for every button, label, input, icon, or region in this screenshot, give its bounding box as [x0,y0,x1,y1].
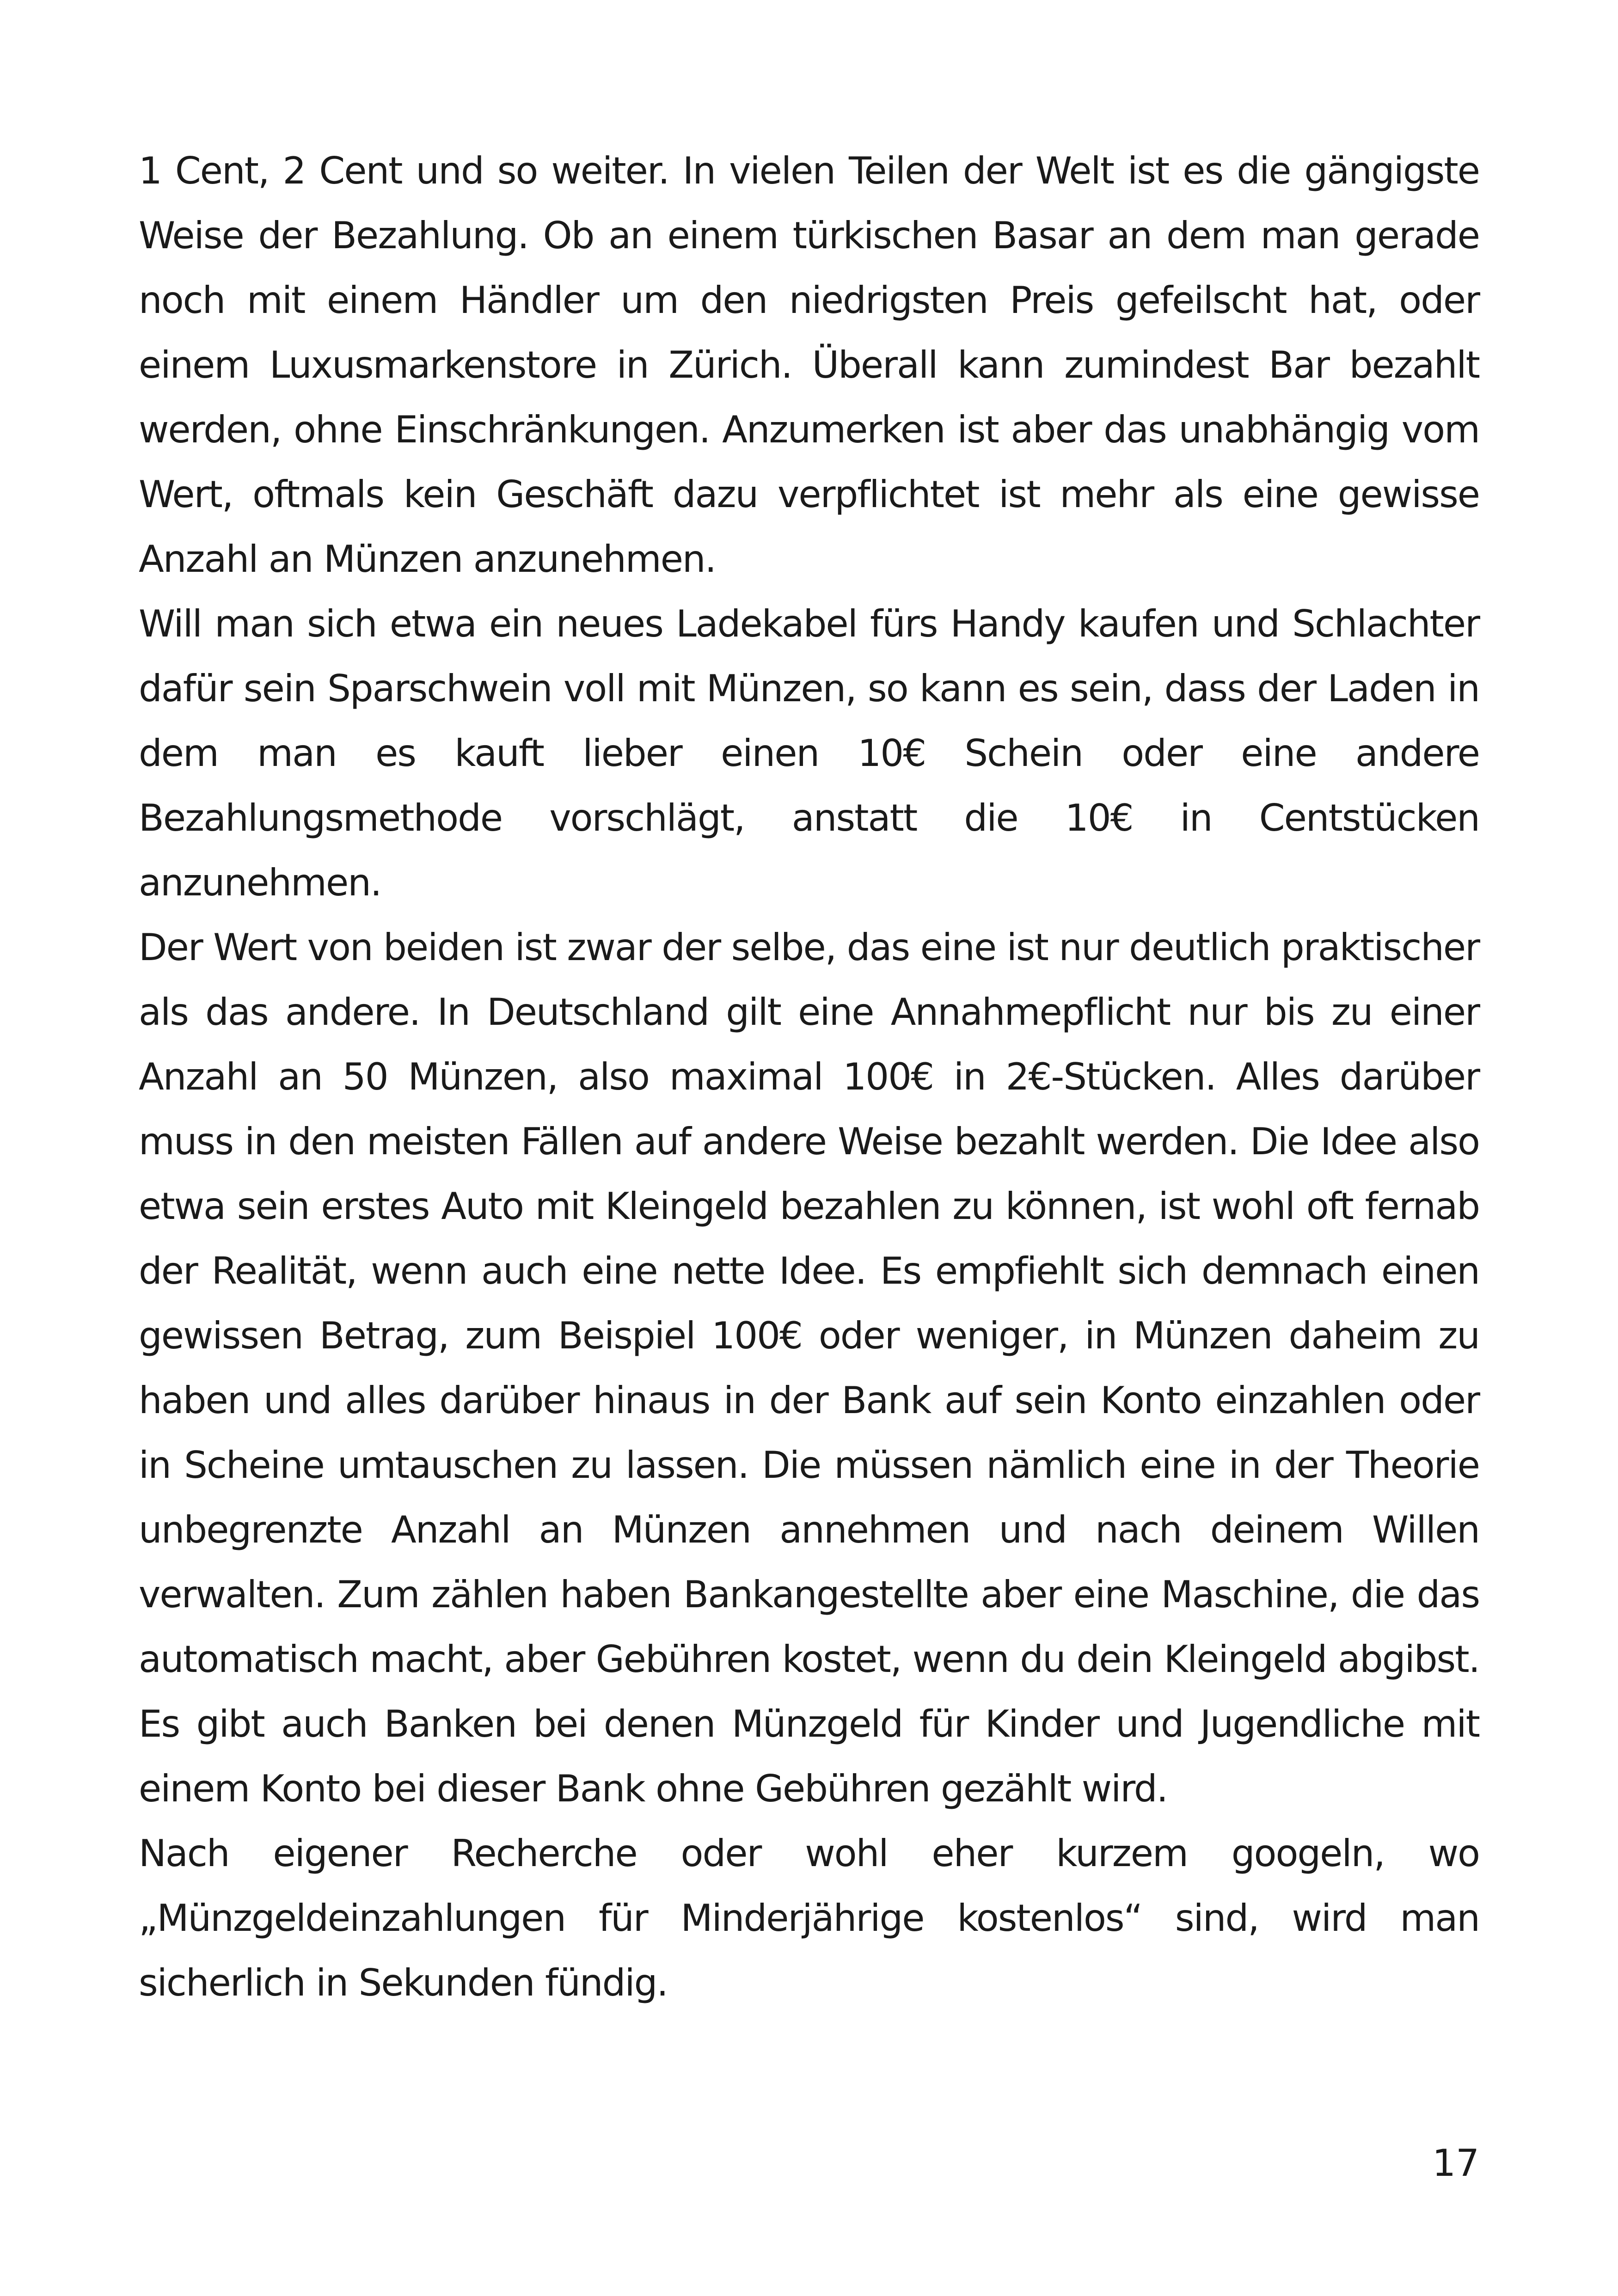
paragraph-4: Nach eigener Recherche oder wohl eher kurzem googeln, wo „Münzgeldeinzahlungen für Minderjährige kostenlos“ sind, wird man sicherlich in Sekunden fündig. [139,1832,1479,2004]
body-text [139,139,1479,2015]
paragraph-1: 1 Cent, 2 Cent und so weiter. In vielen Teilen der Welt ist es die gängigste Weise der Bezahlung. Ob an einem türkischen Basar an dem man gerade noch mit einem Händler um den niedrigsten Preis gefeilscht hat, oder einem Luxusmarkenstore in Zürich. Überall kann zumindest Bar bezahlt werden, ohne Einschränkungen. Anzumerken ist aber das unabhängig vom Wert, oftmals kein Geschäft dazu verpflichtet ist mehr als eine gewisse Anzahl an Münzen anzunehmen. [139,149,1479,581]
paragraph-3: Der Wert von beiden ist zwar der selbe, das eine ist nur deutlich praktischer als das andere. In Deutschland gilt eine Annahmepflicht nur bis zu einer Anzahl an 50 Münzen, also maximal 100€ in 2€-Stücken. Alles darüber muss in den meisten Fällen auf andere Weise bezahlt werden. Die Idee also etwa sein erstes Auto mit Kleingeld bezahlen zu können, ist wohl oft fernab der Realität, wenn auch eine nette Idee. Es empfiehlt sich demnach einen gewissen Betrag, zum Beispiel 100€ oder weniger, in Münzen daheim zu haben und alles darüber hinaus in der Bank auf sein Konto einzahlen oder in Scheine umtauschen zu lassen. Die müssen nämlich eine in der Theorie unbegrenzte Anzahl an Münzen annehmen und nach deinem Willen verwalten. Zum zählen haben Bankangestellte aber eine Maschine, die das automatisch macht, aber Gebühren kostet, wenn du dein Kleingeld abgibst. Es gibt auch Banken bei denen Münzgeld für Kinder und Jugendliche mit einem Konto bei dieser Bank ohne Gebühren gezählt wird. [139,926,1479,1810]
paragraph-2: Will man sich etwa ein neues Ladekabel fürs Handy kaufen und Schlachter dafür sein Sparschwein voll mit Münzen, so kann es sein, dass der Laden in dem man es kauft lieber einen 10€ Schein oder eine andere Bezahlungsmethode vorschlägt, anstatt die 10€ in Centstücken anzunehmen. [139,602,1479,904]
page-number: 17 [1432,2142,1479,2185]
